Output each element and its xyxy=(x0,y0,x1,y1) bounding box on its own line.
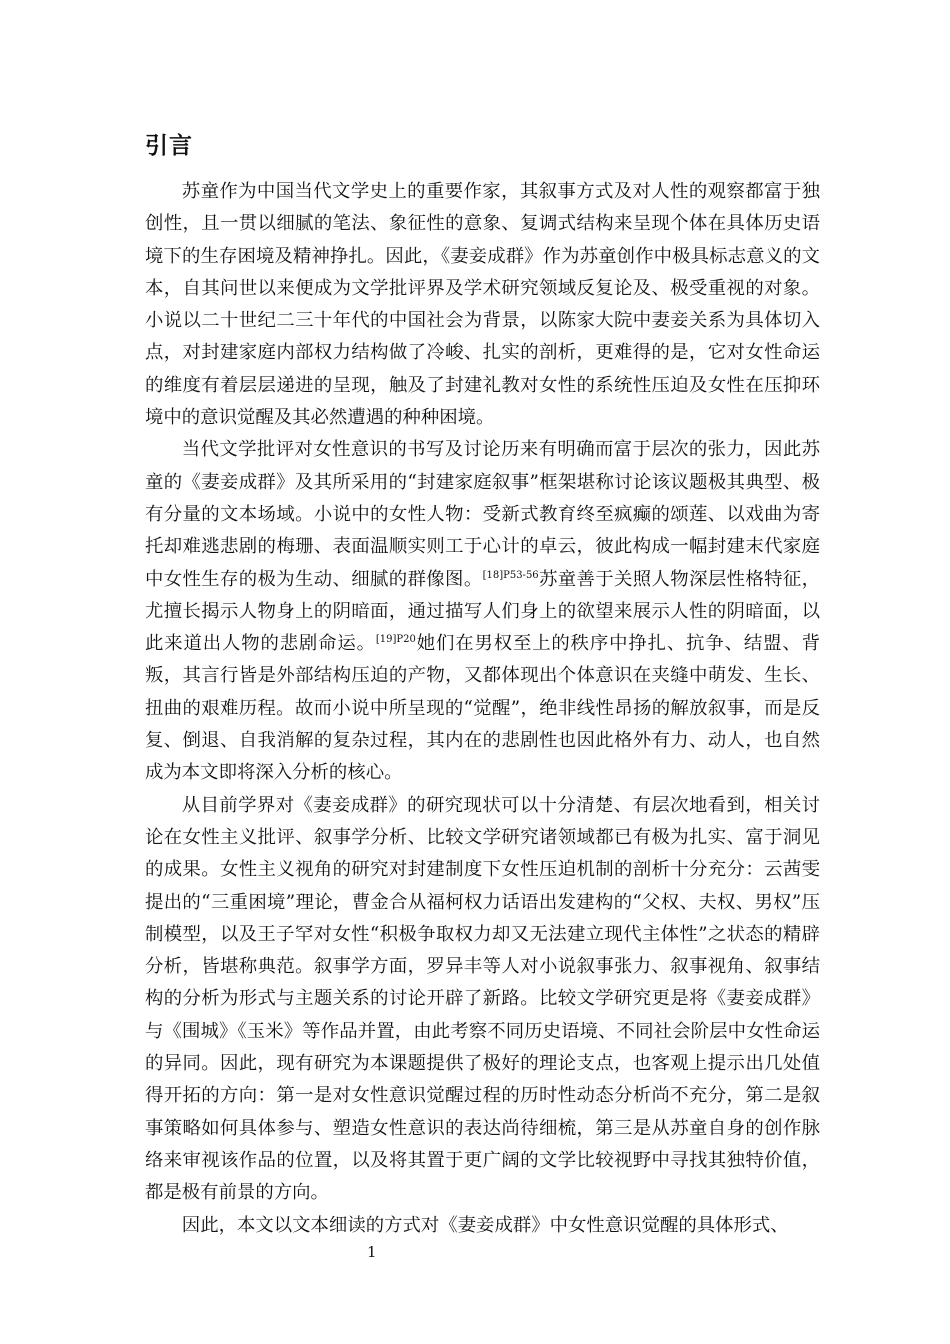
paragraph-text: 苏童作为中国当代文学史上的重要作家，其叙事方式及对人性的观察都富于独创性，且一贯以细腻的笔法、象征性的意象、复调式结构来呈现个体在具体历史语境下的生存困境及精神挣扎。因此，《妻妾成群》作为苏童创作中极具标志意义的文本，自其问世以来便成为文学批评界及学术研究领域反复论及、极受重视的对象。小说以二十世纪二三十年代的中国社会为背景，以陈家大院中妻妾关系为具体切入点，对封建家庭内部权力结构做了冷峻、扎实的剖析，更难得的是，它对女性命运的维度有着层层递进的呈现，触及了封建礼教对女性的系统性压迫及女性在压抑环境中的意识觉醒及其必然遭遇的种种困境。 xyxy=(145,181,820,429)
paragraph xyxy=(145,434,820,789)
paragraph-text: 从目前学界对《妻妾成群》的研究现状可以十分清楚、有层次地看到，相关讨论在女性主义批评、叙事学分析、比较文学研究诸领域都已有极为扎实、富于洞见的成果。女性主义视角的研究对封建制度下女性压迫机制的剖析十分充分：云茜雯提出的“三重困境”理论，曹金合从福柯权力话语出发建构的“父权、夫权、男权”压制模型，以及王子罕对女性“积极争取权力却又无法建立现代主体性”之状态的精辟分析，皆堪称典范。叙事学方面，罗异丰等人对小说叙事张力、叙事视角、叙事结构的分析为形式与主题关系的讨论开辟了新路。比较文学研究更是将《妻妾成群》与《围城》《玉米》等作品并置，由此考察不同历史语境、不同社会阶层中女性命运的异同。因此，现有研究为本课题提供了极好的理论支点，也客观上提示出几处值得开拓的方向：第一是对女性意识觉醒过程的历时性动态分析尚不充分，第二是叙事策略如何具体参与、塑造女性意识的表达尚待细梳，第三是从苏童自身的创作脉络来审视该作品的位置，以及将其置于更广阔的文学比较视野中寻找其独特价值，都是极有前景的方向。 xyxy=(145,794,820,1204)
paragraph-text: 当代文学批评对女性意识的书写及讨论历来有明确而富于层次的张力，因此苏童的《妻妾成群》及其所采用的“封建家庭叙事”框架堪称讨论该议题极其典型、极有分量的文本场域。小说中的女性人物：受新式教育终至疯癫的颂莲、以戏曲为寄托却难逃悲剧的梅珊、表面温顺实则工于心计的卓云，彼此构成一幅封建末代家庭中女性生存的极为生动、细腻的群像图。 xyxy=(145,439,820,590)
paragraph xyxy=(145,790,820,1210)
paragraph-text: 苏童善于关照人物深层性格特征，尤擅长揭示人物身上的阴暗面，通过描写人们身上的欲望来展示人性的阴暗面，以此来道出人物的悲剧命运。 xyxy=(145,568,820,655)
citation-ref: [18]P53-56 xyxy=(482,569,539,581)
paragraph-text: 她们在男权至上的秩序中挣扎、抗争、结盟、背叛，其言行皆是外部结构压迫的产物，又都体现出个体意识在夹缝中萌发、生长、扭曲的艰难历程。故而小说中所呈现的“觉醒”，绝非线性昂扬的解放叙事，而是反复、倒退、自我消解的复杂过程，其内在的悲剧性也因此格外有力、动人，也自然成为本文即将深入分析的核心。 xyxy=(145,633,820,784)
citation-ref: [19]P20 xyxy=(375,634,416,646)
page-number: 1 xyxy=(367,1243,377,1261)
body-text xyxy=(145,176,820,1242)
paragraph xyxy=(145,1210,820,1242)
paragraph-text: 因此，本文以文本细读的方式对《妻妾成群》中女性意识觉醒的具体形式、 xyxy=(181,1214,789,1236)
paragraph xyxy=(145,176,820,434)
section-heading: 引言 xyxy=(145,133,193,159)
document-page xyxy=(145,0,820,1344)
